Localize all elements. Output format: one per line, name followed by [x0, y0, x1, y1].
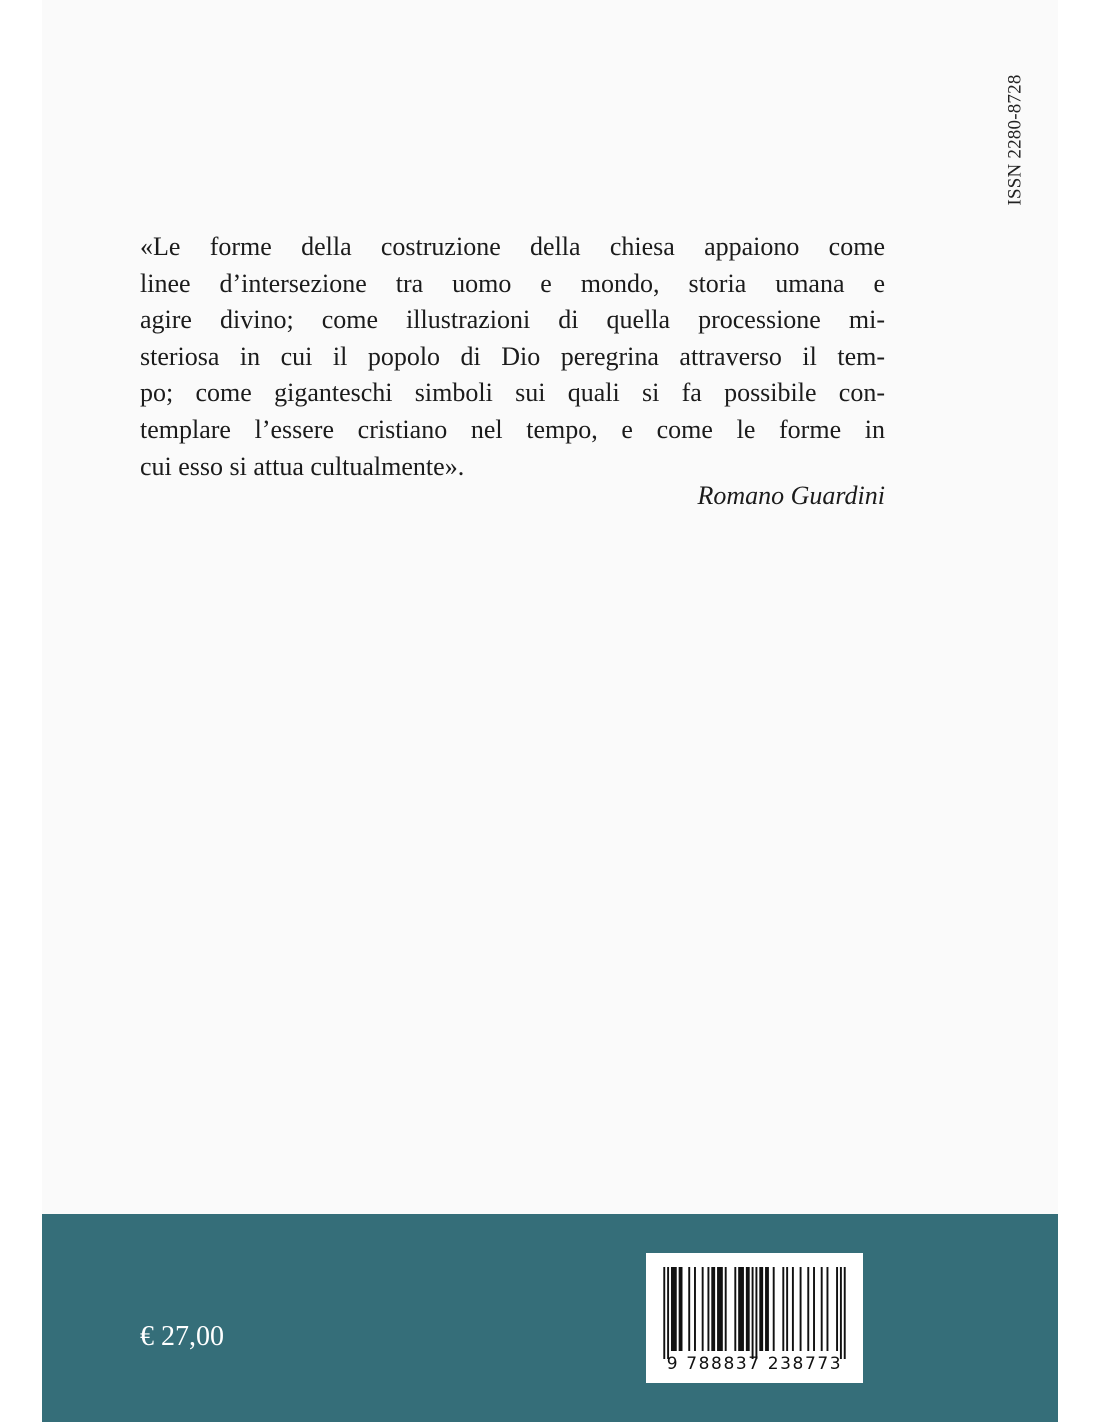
barcode-bar: [694, 1267, 696, 1351]
barcode-bar: [717, 1267, 723, 1351]
quote-author: Romano Guardini: [697, 481, 885, 510]
issn-text: ISSN 2280-8728: [1005, 74, 1026, 206]
barcode-bar: [734, 1267, 736, 1351]
barcode: [646, 1253, 863, 1383]
quote-line: templare l’essere cristiano nel tempo, e come le forme in: [140, 414, 885, 444]
barcode-bar: [667, 1267, 669, 1359]
barcode-bar: [746, 1267, 750, 1351]
barcode-bar: [844, 1267, 846, 1359]
barcode-bar: [707, 1267, 709, 1351]
barcode-bar: [773, 1267, 775, 1351]
barcode-bar: [759, 1267, 763, 1351]
quote-line: po; come giganteschi simboli sui quali si fa possibile con-: [140, 378, 885, 408]
quote-line: linee d’intersezione tra uomo e mondo, storia umana e: [140, 268, 885, 298]
barcode-bar: [663, 1267, 665, 1359]
barcode-bar: [813, 1267, 815, 1351]
barcode-bar: [792, 1267, 794, 1351]
issn-label: [1004, 40, 1028, 240]
barcode-bar: [786, 1267, 788, 1351]
barcode-bar: [679, 1267, 683, 1351]
barcode-bar: [836, 1267, 838, 1351]
barcode-bar: [827, 1267, 829, 1351]
barcode-bar: [821, 1267, 823, 1351]
footer-band: [42, 1214, 1058, 1422]
barcode-bar: [702, 1267, 704, 1351]
barcode-bar: [840, 1267, 842, 1359]
quote-line: «Le forme della costruzione della chiesa appaiono come: [140, 232, 885, 261]
barcode-bar: [688, 1267, 690, 1351]
barcode-bar: [752, 1267, 754, 1359]
barcode-bar: [800, 1267, 802, 1351]
back-cover: [42, 0, 1058, 1422]
quote-line: steriosa in cui il popolo di Dio peregrina attraverso il tem-: [140, 341, 885, 371]
barcode-bar: [738, 1267, 744, 1351]
barcode-bar: [765, 1267, 769, 1351]
barcode-number: 9 788837 238773: [666, 1354, 843, 1374]
barcode-bar: [782, 1267, 784, 1351]
barcode-bar: [807, 1267, 809, 1351]
price-label: € 27,00: [140, 1321, 224, 1352]
barcode-bar: [671, 1267, 677, 1351]
barcode-bar: [725, 1267, 727, 1351]
quote-line: cui esso si attua cultualmente».: [140, 451, 465, 481]
barcode-bar: [711, 1267, 715, 1351]
barcode-bar: [755, 1267, 757, 1359]
back-cover-quote: [140, 229, 885, 485]
quote-line: agire divino; come illustrazioni di quella processione mi-: [140, 305, 885, 335]
